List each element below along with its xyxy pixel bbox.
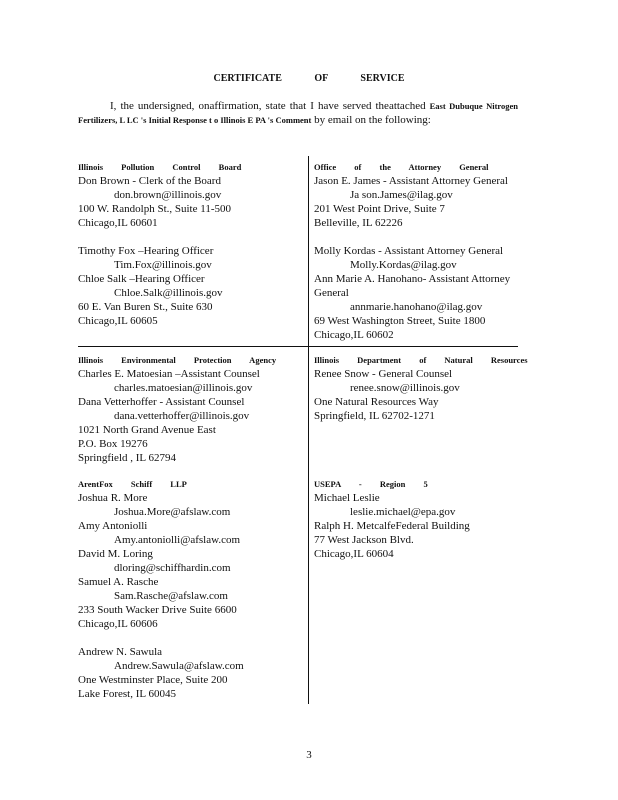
service-block-natural-resources	[314, 354, 528, 423]
intro-doc-name: East Dubuque Nitrogen Fertilizers, L LC 's Initial Response t o Illinois E PA 's Comment	[78, 101, 519, 125]
service-line: Chicago,IL 60601	[78, 217, 158, 229]
service-line: 60 E. Van Buren St., Suite 630	[78, 301, 213, 313]
horizontal-divider	[78, 346, 518, 347]
service-line: P.O. Box 19276	[78, 438, 148, 450]
email-line: leslie.michael@epa.gov	[350, 506, 456, 518]
service-line: General	[314, 287, 349, 299]
service-line: Chicago,IL 60602	[314, 329, 394, 341]
email-line: Joshua.More@afslaw.com	[114, 506, 231, 518]
block-heading: Illinois Pollution Control Board	[78, 162, 242, 172]
email-line: annmarie.hanohano@ilag.gov	[350, 301, 483, 313]
service-block-arentfox-schiff	[78, 478, 244, 701]
service-line: 201 West Point Drive, Suite 7	[314, 203, 445, 215]
block-heading: Illinois Department of Natural Resources	[314, 355, 528, 365]
service-line: Chicago,IL 60604	[314, 548, 394, 560]
vertical-divider	[308, 156, 309, 704]
email-line: Amy.antoniolli@afslaw.com	[114, 534, 241, 546]
service-line: One Westminster Place, Suite 200	[78, 674, 228, 686]
service-line: Charles E. Matoesian –Assistant Counsel	[78, 368, 260, 380]
service-line: Dana Vetterhoffer - Assistant Counsel	[78, 396, 245, 408]
service-block-illinois-epa	[78, 354, 276, 465]
block-heading: USEPA - Region 5	[314, 479, 428, 489]
service-line: Molly Kordas - Assistant Attorney General	[314, 245, 504, 257]
email-line: Tim.Fox@illinois.gov	[114, 259, 212, 271]
service-block-pollution-control-board	[78, 161, 241, 328]
service-block-usepa	[314, 478, 470, 561]
service-line: 233 South Wacker Drive Suite 6600	[78, 604, 237, 616]
service-line: 1021 North Grand Avenue East	[78, 424, 216, 436]
block-heading: Office of the Attorney General	[314, 162, 489, 172]
service-block-attorney-general	[314, 161, 510, 342]
service-line: Samuel A. Rasche	[78, 576, 159, 588]
service-line: Andrew N. Sawula	[78, 646, 163, 658]
email-line: Molly.Kordas@ilag.gov	[350, 259, 457, 271]
service-line: Springfield , IL 62794	[78, 452, 176, 464]
email-line: Chloe.Salk@illinois.gov	[114, 287, 223, 299]
service-line: Chicago,IL 60606	[78, 618, 158, 630]
intro-lead: I, the undersigned, onaffirmation, state that I have served theattached	[110, 100, 426, 112]
block-heading: ArentFox Schiff LLP	[78, 479, 187, 489]
service-line: Joshua R. More	[78, 492, 148, 504]
email-line: Sam.Rasche@afslaw.com	[114, 590, 228, 602]
service-line: Ralph H. MetcalfeFederal Building	[314, 520, 470, 532]
page-number: 3	[306, 749, 312, 761]
service-line: Renee Snow - General Counsel	[314, 368, 453, 380]
email-line: dloring@schiffhardin.com	[114, 562, 231, 574]
service-line: 77 West Jackson Blvd.	[314, 534, 414, 546]
email-line: dana.vetterhoffer@illinois.gov	[114, 410, 250, 422]
intro-tail: by email on the following:	[314, 114, 431, 126]
service-line: Chloe Salk –Hearing Officer	[78, 273, 205, 285]
service-line: Chicago,IL 60605	[78, 315, 158, 327]
service-line: Timothy Fox –Hearing Officer	[78, 245, 214, 257]
service-line: Lake Forest, IL 60045	[78, 688, 176, 700]
email-line: don.brown@illinois.gov	[114, 189, 222, 201]
service-line: 69 West Washington Street, Suite 1800	[314, 315, 486, 327]
email-line: charles.matoesian@illinois.gov	[114, 382, 253, 394]
service-line: Ann Marie A. Hanohano- Assistant Attorney	[314, 273, 511, 285]
block-heading: Illinois Environmental Protection Agency	[78, 355, 277, 365]
email-line: Andrew.Sawula@afslaw.com	[114, 660, 244, 672]
service-line: 100 W. Randolph St., Suite 11-500	[78, 203, 231, 215]
service-line: One Natural Resources Way	[314, 396, 439, 408]
email-line: Ja son.James@ilag.gov	[350, 189, 453, 201]
service-line: Belleville, IL 62226	[314, 217, 403, 229]
document-title: CERTIFICATE OF SERVICE	[213, 73, 405, 84]
service-line: David M. Loring	[78, 548, 153, 560]
service-line: Springfield, IL 62702-1271	[314, 410, 435, 422]
service-line: Jason E. James - Assistant Attorney General	[314, 175, 508, 187]
service-line: Michael Leslie	[314, 492, 380, 504]
service-line: Don Brown - Clerk of the Board	[78, 175, 221, 187]
email-line: renee.snow@illinois.gov	[350, 382, 460, 394]
intro-paragraph	[78, 99, 518, 127]
service-line: Amy Antoniolli	[78, 520, 148, 532]
